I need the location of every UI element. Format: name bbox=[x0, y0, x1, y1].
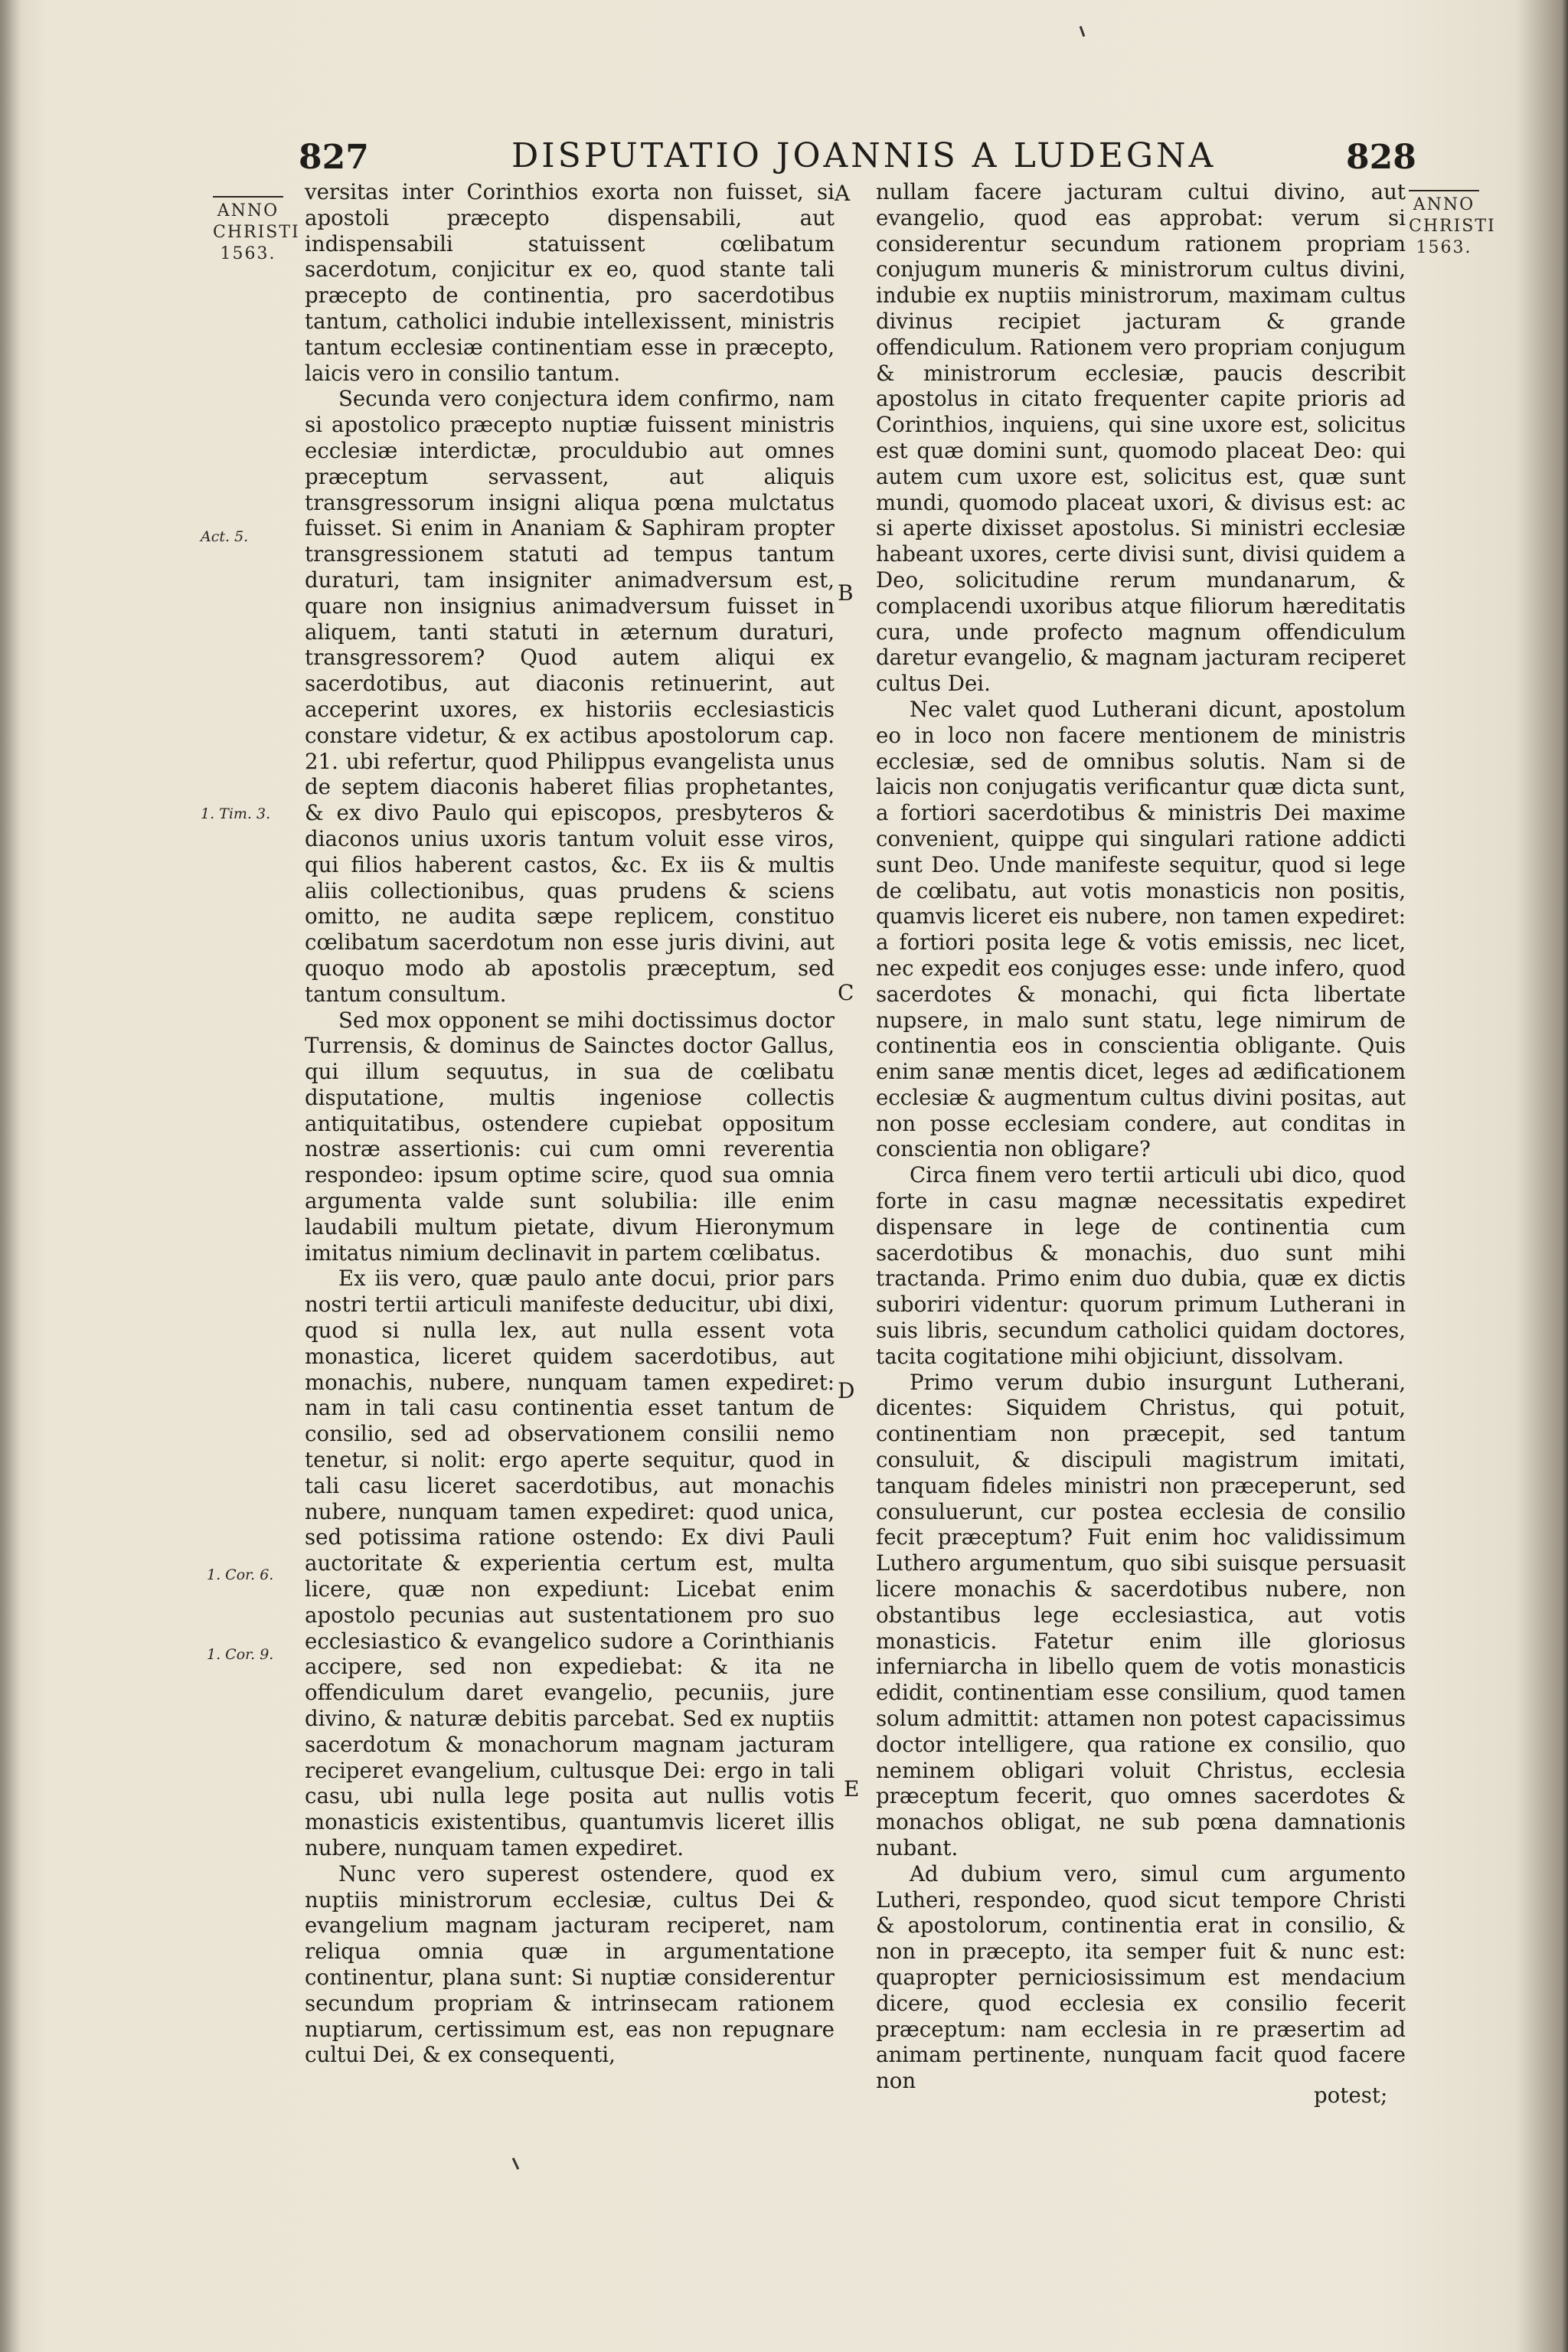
anno-word: ANNO bbox=[1413, 195, 1475, 214]
year: 1563. bbox=[220, 244, 276, 263]
paragraph: Secunda vero conjectura idem confirmo, nam si apostolico præcepto nuptiæ fuissent ministris ecclesiæ interdictæ, proculdubio aut omnes præceptum servassent, aut aliquis transgressorum insigni aliqua pœna mulctatus fuisset. Si enim in Ananiam & Saphiram propter transgressionem statuti ad tempus tantum duraturi, tam insigniter animadversum est, quare non insignius animadversum fuisset in aliquem, tanti statuti in æternum duraturi, transgressorem? Quod autem aliqui ex sacerdotibus, aut diaconis retinuerint, aut acceperint uxores, ex historiis ecclesiasticis constare videtur, & ex actibus apostolorum cap. 21. ubi refertur, quod Philippus evangelista unus de septem diaconis haberet filias prophetantes, & ex divo Paulo qui episcopos, presbyteros & diaconos unius uxoris tantum voluit esse viros, qui filios haberent castos, &c. Ex iis & multis aliis collectionibus, quas prudens & sciens omitto, ne audita sæpe replicem, constituo cœlibatum sacerdotum non esse juris divini, aut quoquo modo ab apostolis præceptum, sed tantum consultum. bbox=[305, 386, 835, 1007]
marginal-ref: Act. 5. bbox=[201, 528, 249, 545]
paragraph: versitas inter Corinthios exorta non fuisset, si apostoli præcepto dispensabili, aut indispensabili statuissent cœlibatum sacerdotum, conjicitur ex eo, quod stante tali præcepto de continentia, pro sacerdotibus tantum, catholici indubie intellexissent, ministris tantum ecclesiæ continentiam esse in præcepto, laicis vero in consilio tantum. bbox=[305, 179, 835, 386]
section-letter-a: A bbox=[835, 181, 851, 206]
right-text-column bbox=[876, 179, 1406, 2094]
paragraph: Nec valet quod Lutherani dicunt, apostolum eo in loco non facere mentionem de ministris ecclesiæ, sed de omnibus solutis. Nam si de laicis non conjugatis verificantur quæ dicta sunt, a fortiori sacerdotibus & ministris Dei maxime convenient, quippe qui singulari ratione addicti sunt Deo. Unde manifeste sequitur, quod si lege de cœlibatu, aut votis monasticis non positis, quamvis liceret eis nubere, non tamen expediret: a fortiori posita lege & votis emissis, nec licet, nec expedit eos conjuges esse: unde infero, quod sacerdotes & monachi, qui ficta libertate nupsere, in malo sunt statu, lege nimirum de continentia eos in conscientia obligante. Quis enim sanæ mentis dicet, leges ad ædificationem ecclesiæ & augmentum cultus divini positas, aut non posse ecclesiam condere, aut conditas in conscientia non obligare? bbox=[876, 696, 1406, 1162]
section-letter-c: C bbox=[838, 980, 854, 1005]
marginal-ref: 1. Tim. 3. bbox=[201, 805, 271, 822]
christi-word: CHRISTI bbox=[1409, 217, 1496, 236]
right-page-number: 828 bbox=[1346, 138, 1416, 177]
marginal-ref: 1. Cor. 6. bbox=[207, 1566, 274, 1583]
paragraph: nullam facere jacturam cultui divino, aut evangelio, quod eas approbat: verum si considerentur secundum rationem propriam conjugum muneris & ministrorum cultus divini, indubie ex nuptiis ministrorum, maximam cultus divinus recipiet jacturam & grande offendiculum. Rationem vero propriam conjugum & ministrorum ecclesiæ, paucis describit apostolus in citato frequenter capite prioris ad Corinthios, inquiens, qui sine uxore est, solicitus est quæ domini sunt, quomodo placeat Deo: qui autem cum uxore est, solicitus est, quæ sunt mundi, quomodo placeat uxori, & divisus est: ac si aperte dixisset apostolus. Si ministri ecclesiæ habeant uxores, certe divisi sunt, divisi quidem a Deo, solicitudine rerum mundanarum, & complacendi uxoribus atque filiorum hæreditatis cura, unde profecto magnum offendiculum daretur evangelio, & magnam jacturam reciperet cultus Dei. bbox=[876, 179, 1406, 697]
gutter-shadow bbox=[0, 0, 21, 2352]
left-text-column bbox=[305, 179, 835, 2068]
anno-christi-left bbox=[213, 196, 300, 265]
section-letter-d: D bbox=[838, 1378, 855, 1403]
anno-word: ANNO bbox=[217, 201, 279, 220]
section-letter-b: B bbox=[838, 580, 854, 606]
paragraph: Sed mox opponent se mihi doctissimus doctor Turrensis, & dominus de Sainctes doctor Gallus, qui illum sequutus, in sua de cœlibatu disputatione, multis ingeniose collectis antiquitatibus, ostendere cupiebat oppositum nostræ assertionis: cui cum omni reverentia respondeo: ipsum optime scire, quod sua omnia argumenta valde sunt solubilia: ille enim laudabili multum pietate, divum Hieronymum imitatus nimium declinavit in partem cœlibatus. bbox=[305, 1007, 835, 1266]
left-page-number: 827 bbox=[299, 138, 369, 177]
ink-speck bbox=[1080, 26, 1086, 37]
section-letter-e: E bbox=[844, 1776, 860, 1802]
paragraph: Nunc vero superest ostendere, quod ex nuptiis ministrorum ecclesiæ, cultus Dei & evangelium magnam jacturam reciperet, nam reliqua omnia quæ in argumentatione continentur, plana sunt: Si nuptiæ considerentur secundum propriam & intrinsecam rationem nuptiarum, certissimum est, eas non repugnare cultui Dei, & ex consequenti, bbox=[305, 1860, 835, 2068]
paragraph: Circa finem vero tertii articuli ubi dico, quod forte in casu magnæ necessitatis expediret dispensare in lege de continentia cum sacerdotibus & monachis, duo sunt mihi tractanda. Primo enim duo dubia, quæ ex dictis suboriri videntur: quorum primum Lutherani in suis libris, secundum catholici quidam doctores, tacita cogitatione mihi objiciunt, dissolvam. bbox=[876, 1162, 1406, 1369]
ink-speck bbox=[512, 2158, 519, 2170]
running-title: DISPUTATIO JOANNIS A LUDEGNA bbox=[511, 136, 1217, 175]
anno-christi-right bbox=[1409, 190, 1496, 259]
marginal-ref: 1. Cor. 9. bbox=[207, 1646, 274, 1663]
christi-word: CHRISTI bbox=[213, 223, 300, 242]
catchword: potest; bbox=[1314, 2082, 1388, 2108]
paragraph: Primo verum dubio insurgunt Lutherani, dicentes: Siquidem Christus, qui potuit, continentiam non præcepit, sed tantum consuluit, & discipuli magistrum imitati, tanquam fideles ministri non præceperunt, sed consuluerunt, cur postea ecclesia de consilio fecit præceptum? Fuit enim hoc validissimum Luthero argumentum, quo sibi suisque persuasit licere monachis & sacerdotibus nubere, non obstantibus lege ecclesiastica, aut votis monasticis. Fatetur enim ille gloriosus inferniarcha in libello quem de votis monasticis edidit, continentiam esse consilium, quod tamen solum admittit: attamen non potest capacissimus doctor intelligere, qua ratione ex consilio, quo neminem obligari voluit Christus, ecclesia præceptum fecerit, quo omnes sacerdotes & monachos obligat, ne sub pœna damnationis nubant. bbox=[876, 1369, 1406, 1860]
paragraph: Ad dubium vero, simul cum argumento Lutheri, respondeo, quod sicut tempore Christi & apostolorum, continentia erat in consilio, & non in præcepto, ita semper fuit & nunc est: quapropter perniciosissimum est mendacium dicere, quod ecclesia ex consilio fecerit præceptum: nam ecclesia in re præsertim ad animam pertinente, nunquam facit quod facere non bbox=[876, 1860, 1406, 2094]
paragraph: Ex iis vero, quæ paulo ante docui, prior pars nostri tertii articuli manifeste deducitur, ubi dixi, quod si nulla lex, aut nulla essent vota monastica, liceret quidem sacerdotibus, aut monachis, nubere, nunquam tamen expediret: nam in tali casu continentia esset tantum de consilio, sed ad observationem consilii nemo tenetur, si nolit: ergo aperte sequitur, quod in tali casu liceret sacerdotibus, aut monachis nubere, nunquam tamen expediret: quod unica, sed potissima ratione ostendo: Ex divi Pauli auctoritate & experientia certum est, multa licere, quæ non expediunt: Licebat enim apostolo pecunias aut sustentationem pro suo ecclesiastico & evangelico sudore a Corinthianis accipere, sed non expediebat: & ita ne offendiculum daret evangelio, pecuniis, jure divino, & naturæ debitis parcebat. Sed ex nuptiis sacerdotum & monachorum magnam jacturam reciperet evangelium, cultusque Dei: ergo in tali casu, ubi nulla lege posita aut nullis votis monasticis existentibus, quantumvis liceret illis nubere, nunquam tamen expediret. bbox=[305, 1266, 835, 1860]
year: 1563. bbox=[1416, 238, 1472, 257]
